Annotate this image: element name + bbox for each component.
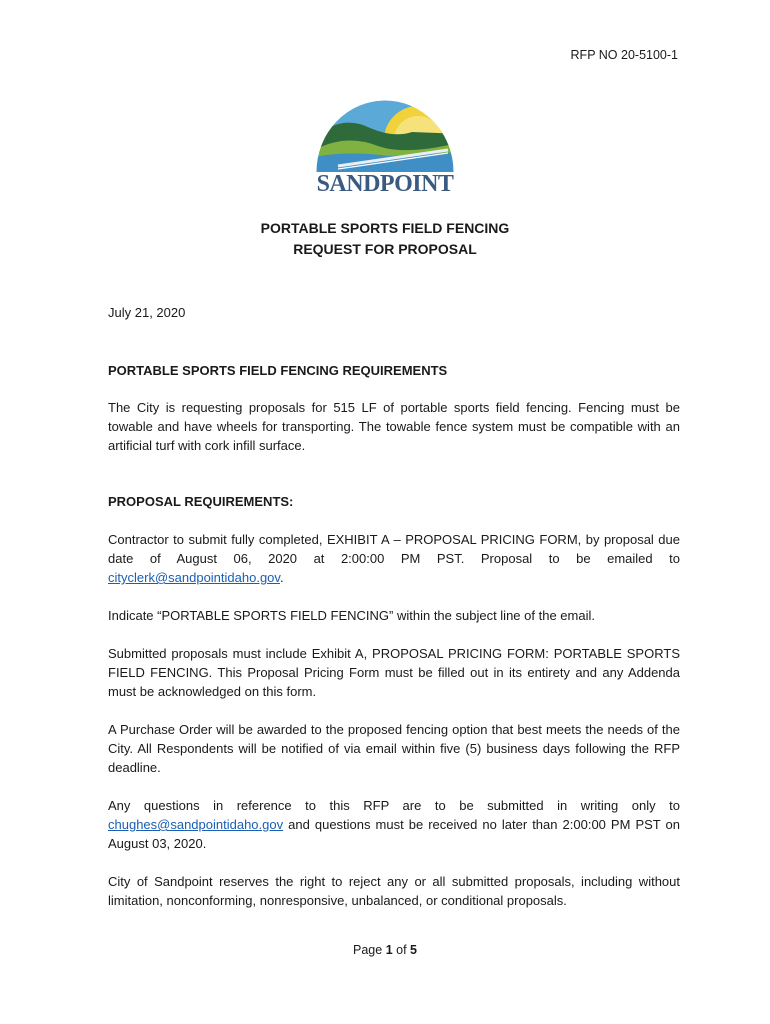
page-of: of (392, 943, 411, 957)
page-footer (0, 943, 770, 957)
title-line-1: PORTABLE SPORTS FIELD FENCING (260, 220, 510, 236)
submission-paragraph (108, 530, 680, 587)
questions-paragraph (108, 796, 680, 853)
page-total: 5 (410, 943, 417, 957)
document-title (0, 218, 770, 260)
title-line-2: REQUEST FOR PROPOSAL (293, 241, 477, 257)
cityclerk-email-link[interactable]: cityclerk@sandpointidaho.gov (108, 570, 280, 585)
document-date: July 21, 2020 (108, 305, 186, 320)
subject-line-paragraph: Indicate “PORTABLE SPORTS FIELD FENCING” within the subject line of the email. (108, 608, 595, 623)
page-current: 1 (385, 943, 393, 957)
questions-text: Any questions in reference to this RFP are to be submitted in writing only to (108, 798, 680, 813)
chughes-email-link[interactable]: chughes@sandpointidaho.gov (108, 817, 284, 832)
reservation-paragraph: City of Sandpoint reserves the right to reject any or all submitted proposals, including without limitation, nonconforming, nonresponsive, unbalanced, or conditional proposals. (108, 874, 680, 908)
requirements-paragraph: The City is requesting proposals for 515 LF of portable sports field fencing. Fencing must be towable and have wheels for transporting. The towable fence system must be compatible with an artificial turf with cork infill surface. (108, 400, 680, 453)
questions-end: and questions must be received no later than 2:00:00 PM PST on August 03, 2020. (108, 817, 680, 851)
purchase-order-paragraph: A Purchase Order will be awarded to the proposed fencing option that best meets the needs of the City. All Respondents will be notified of via email within five (5) business days following the RFP deadline. (108, 722, 680, 775)
submission-text: Contractor to submit fully completed, EXHIBIT A – PROPOSAL PRICING FORM, by proposal due date of August 06, 2020 at 2:00:00 PM PST. Proposal to be emailed to (108, 532, 680, 566)
rfp-number: RFP NO 20-5100-1 (570, 48, 678, 62)
logo-wordmark: SANDPOINT (316, 171, 454, 197)
page-word: Page (353, 943, 386, 957)
submission-end: . (279, 570, 284, 585)
proposal-requirements-heading: PROPOSAL REQUIREMENTS: (108, 494, 294, 509)
requirements-heading: PORTABLE SPORTS FIELD FENCING REQUIREMENTS (108, 363, 448, 378)
exhibit-paragraph: Submitted proposals must include Exhibit A, PROPOSAL PRICING FORM: PORTABLE SPORTS FIELD FENCING. This Proposal Pricing Form must be filled out in its entirety and any Addenda must be acknowledged on this form. (108, 646, 680, 699)
